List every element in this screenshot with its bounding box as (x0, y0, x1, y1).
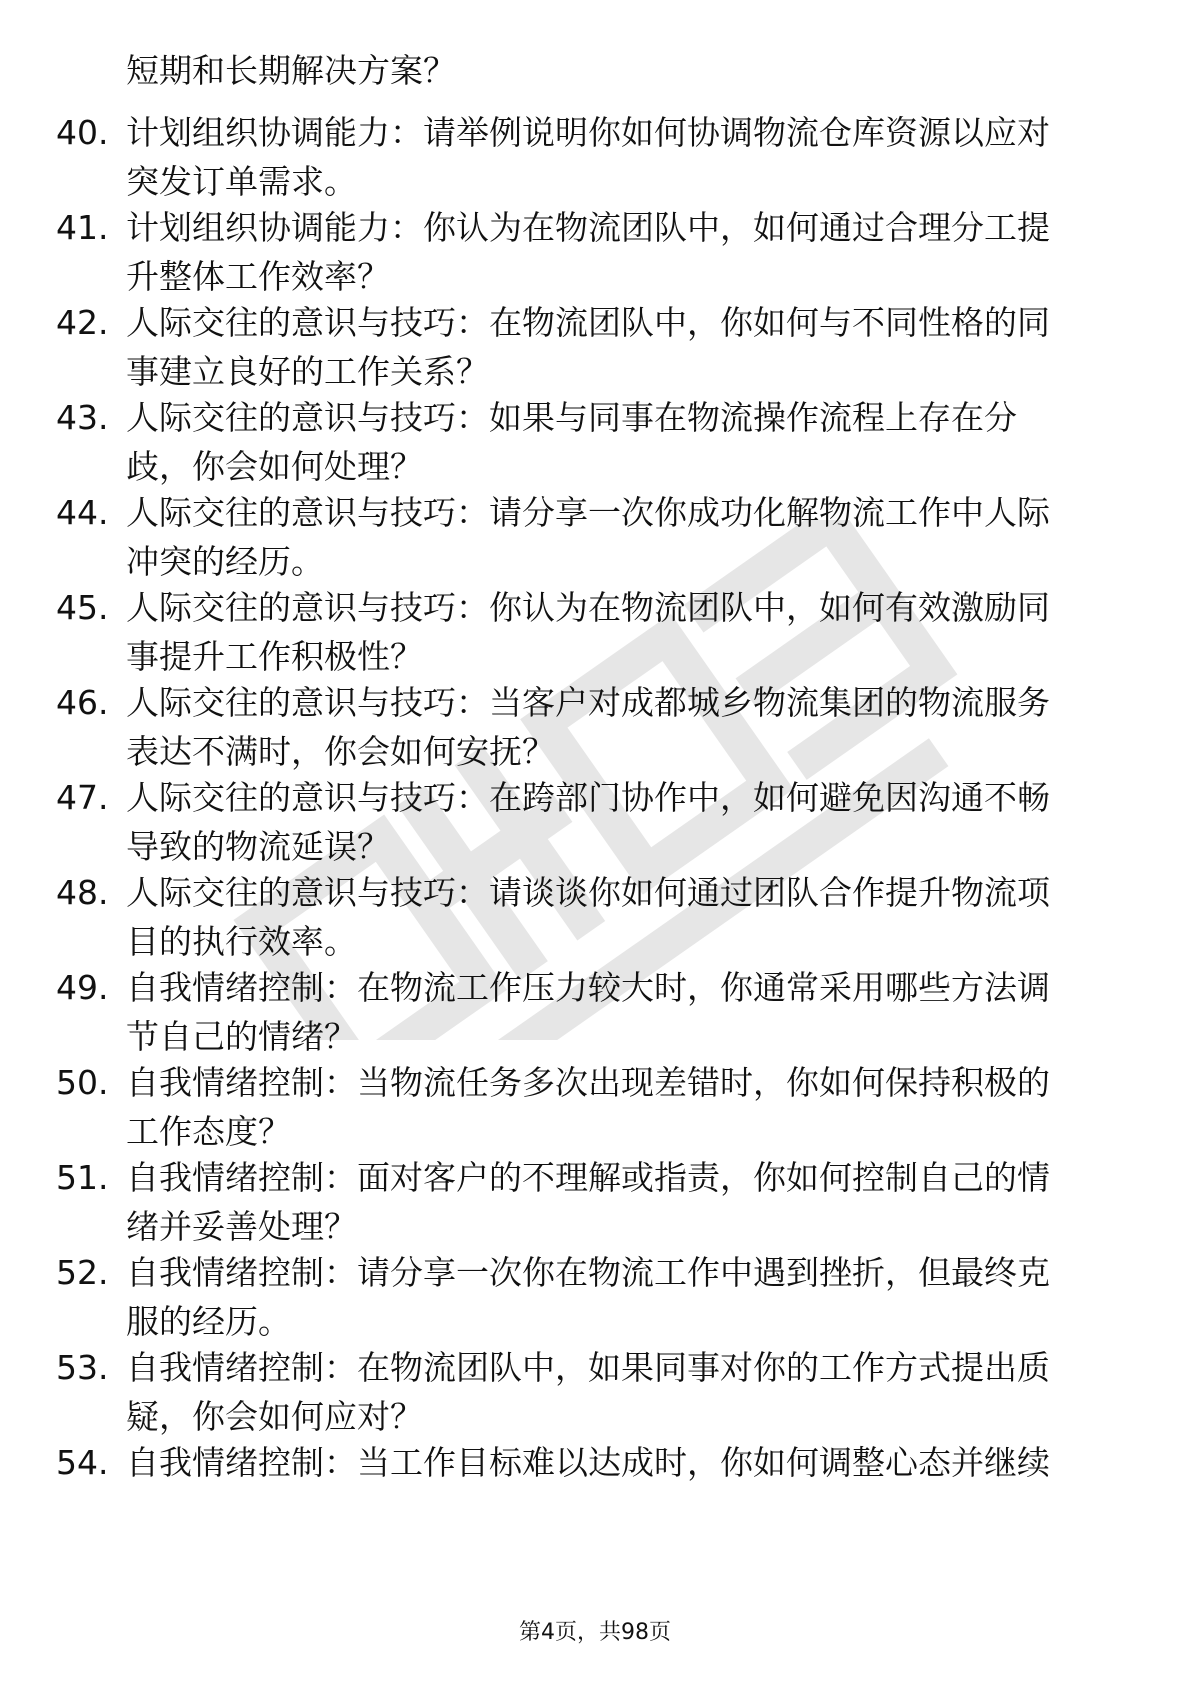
question-item (56, 680, 1136, 780)
question-text: 自我情绪控制：面对客户的不理解或指责，你如何控制自己的情 (126, 1158, 1050, 1197)
question-number: 43. (56, 398, 109, 437)
question-text: 人际交往的意识与技巧：在物流团队中，你如何与不同性格的同 (126, 303, 1050, 342)
question-item (56, 870, 1136, 970)
question-number: 52. (56, 1253, 109, 1292)
question-text-continued: 事建立良好的工作关系？ (126, 352, 489, 391)
question-text-continued: 目的执行效率。 (126, 922, 357, 961)
question-item (56, 585, 1136, 685)
question-number: 42. (56, 303, 109, 342)
question-item (56, 205, 1136, 305)
question-text-continued: 突发订单需求。 (126, 162, 357, 201)
question-number: 45. (56, 588, 109, 627)
question-text: 自我情绪控制：当工作目标难以达成时，你如何调整心态并继续 (126, 1443, 1050, 1482)
question-item (56, 1250, 1136, 1350)
question-text-continued: 绪并妥善处理？ (126, 1207, 357, 1246)
question-text: 人际交往的意识与技巧：请分享一次你成功化解物流工作中人际 (126, 493, 1050, 532)
question-text: 人际交往的意识与技巧：请谈谈你如何通过团队合作提升物流项 (126, 873, 1050, 912)
question-text-continued: 歧，你会如何处理？ (126, 447, 423, 486)
question-text: 计划组织协调能力：请举例说明你如何协调物流仓库资源以应对 (126, 113, 1050, 152)
question-text: 自我情绪控制：在物流工作压力较大时，你通常采用哪些方法调 (126, 968, 1050, 1007)
question-text: 自我情绪控制：请分享一次你在物流工作中遇到挫折，但最终克 (126, 1253, 1050, 1292)
question-number: 48. (56, 873, 109, 912)
question-text: 人际交往的意识与技巧：在跨部门协作中，如何避免因沟通不畅 (126, 778, 1050, 817)
page-footer: 第4页，共98页 (519, 1620, 671, 1645)
question-text: 自我情绪控制：当物流任务多次出现差错时，你如何保持积极的 (126, 1063, 1050, 1102)
question-number: 40. (56, 113, 109, 152)
question-text-continued: 表达不满时，你会如何安抚？ (126, 732, 555, 771)
question-number: 51. (56, 1158, 109, 1197)
question-item (56, 300, 1136, 400)
question-text: 自我情绪控制：在物流团队中，如果同事对你的工作方式提出质 (126, 1348, 1050, 1387)
question-item (56, 395, 1136, 495)
question-number: 50. (56, 1063, 109, 1102)
question-text-continued: 事提升工作积极性？ (126, 637, 423, 676)
question-text-continued: 导致的物流延误？ (126, 827, 390, 866)
question-text-continued: 升整体工作效率？ (126, 257, 390, 296)
question-text-continued: 节自己的情绪？ (126, 1017, 357, 1056)
question-item (56, 490, 1136, 590)
question-text: 人际交往的意识与技巧：如果与同事在物流操作流程上存在分 (126, 398, 1017, 437)
question-number: 41. (56, 208, 109, 247)
question-number: 53. (56, 1348, 109, 1387)
question-text: 人际交往的意识与技巧：当客户对成都城乡物流集团的物流服务 (126, 683, 1050, 722)
question-number: 47. (56, 778, 109, 817)
question-text-continued: 工作态度？ (126, 1112, 291, 1151)
continuation-text: 短期和长期解决方案？ (126, 51, 456, 90)
question-text-continued: 服的经历。 (126, 1302, 291, 1341)
question-text-continued: 冲突的经历。 (126, 542, 324, 581)
question-item (56, 965, 1136, 1065)
question-text: 人际交往的意识与技巧：你认为在物流团队中，如何有效激励同 (126, 588, 1050, 627)
question-item (56, 1345, 1136, 1445)
question-number: 54. (56, 1443, 109, 1482)
question-item (56, 1155, 1136, 1255)
question-item (56, 775, 1136, 875)
question-number: 44. (56, 493, 109, 532)
question-item (56, 1060, 1136, 1160)
question-number: 46. (56, 683, 109, 722)
question-text-continued: 疑，你会如何应对？ (126, 1397, 423, 1436)
question-number: 49. (56, 968, 109, 1007)
question-item (56, 1440, 1136, 1540)
question-text: 计划组织协调能力：你认为在物流团队中，如何通过合理分工提 (126, 208, 1050, 247)
question-item (56, 110, 1136, 210)
